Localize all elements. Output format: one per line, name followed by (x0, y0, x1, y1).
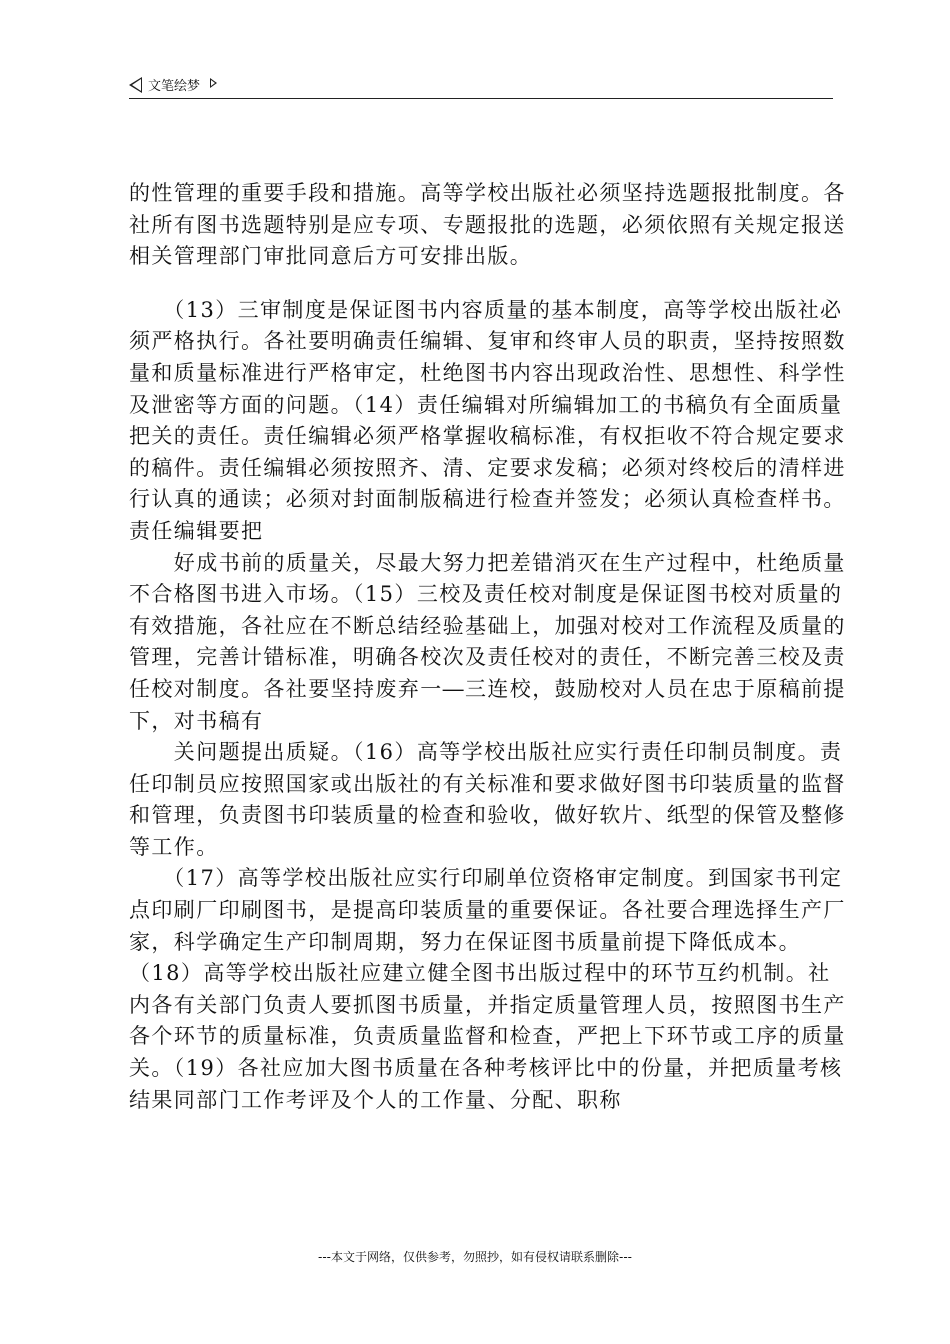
page-header (129, 73, 833, 99)
paragraph-1: 的性管理的重要手段和措施。高等学校出版社必须坚持选题报批制度。各社所有图书选题特别是应专项、专题报批的选题，必须依照有关规定报送相关管理部门审批同意后方可安排出版。 (129, 181, 846, 269)
triangle-right-icon (210, 78, 217, 88)
page-footer: ---本文于网络，仅供参考，勿照抄，如有侵权请联系删除--- (318, 1250, 632, 1264)
header-brand (129, 75, 217, 94)
document-body (129, 178, 849, 1116)
paragraph-3: 好成书前的质量关，尽最大努力把差错消灭在生产过程中，杜绝质量不合格图书进入市场。（15）三校及责任校对制度是保证图书校对质量的有效措施，各社应在不断总结经验基础上，加强对校对工作流程及质量的管理，完善计错标准，明确各校次及责任校对的责任，不断完善三校及责任校对制度。各社要坚持废弃一―三连校，鼓励校对人员在忠于原稿前提下，对书稿有 (129, 550, 846, 733)
paragraph-2: （13）三审制度是保证图书内容质量的基本制度，高等学校出版社必须严格执行。各社要明确责任编辑、复审和终审人员的职责，坚持按照数量和质量标准进行严格审定，杜绝图书内容出现政治性、思想性、科学性及泄密等方面的问题。（14）责任编辑对所编辑加工的书稿负有全面质量把关的责任。责任编辑必须严格掌握收稿标准，有权拒收不符合规定要求的稿件。责任编辑必须按照齐、清、定要求发稿；必须对终校后的清样进行认真的通读；必须对封面制版稿进行检查并签发；必须认真检查样书。责任编辑要把 (129, 297, 846, 543)
header-title: 文笔绘梦 (148, 79, 201, 94)
paragraph-4: 关问题提出质疑。（16）高等学校出版社应实行责任印制员制度。责任印制员应按照国家或出版社的有关标准和要求做好图书印装质量的监督和管理，负责图书印装质量的检查和验收，做好软片、纸型的保管及整修等工作。 (129, 740, 846, 859)
paragraph-5: （17）高等学校出版社应实行印刷单位资格审定制度。到国家书刊定点印刷厂印刷图书，是提高印装质量的重要保证。各社要合理选择生产厂家，科学确定生产印制周期，努力在保证图书质量前提下降低成本。（18）高等学校出版社应建立健全图书出版过程中的环节互约机制。社内各有关部门负责人要抓图书质量，并指定质量管理人员，按照图书生产各个环节的质量标准，负责质量监督和检查，严把上下环节或工序的质量关。（19）各社应加大图书质量在各种考核评比中的份量，并把质量考核结果同部门工作考评及个人的工作量、分配、职称 (129, 866, 846, 1112)
triangle-left-icon (129, 77, 142, 93)
paragraph-gap (129, 273, 849, 295)
